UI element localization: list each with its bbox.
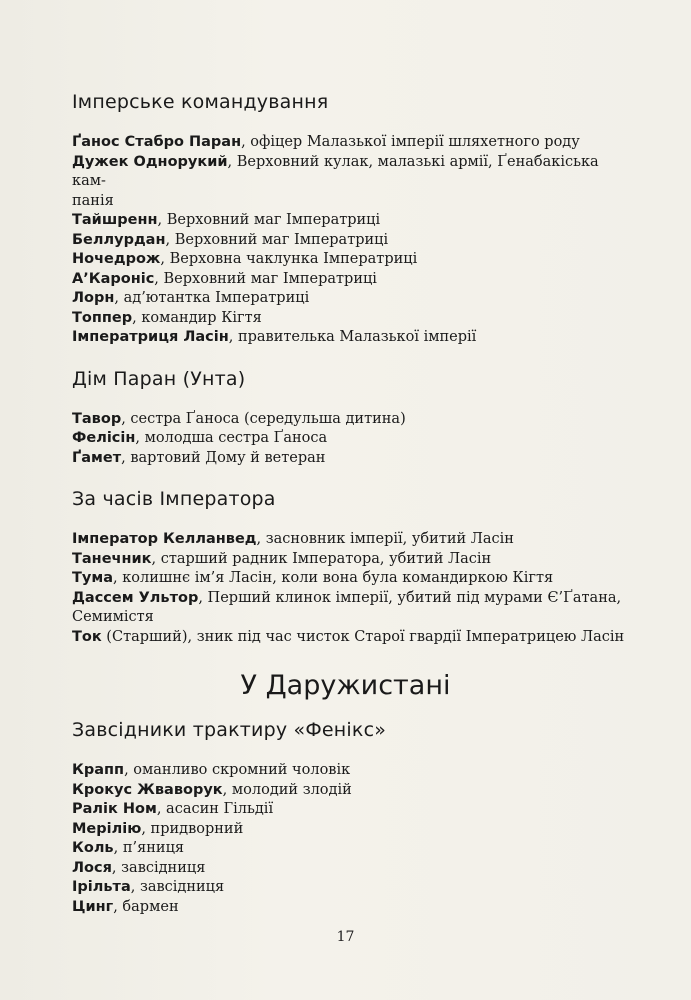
character-entry bbox=[72, 289, 632, 309]
part-title: У Даружистані bbox=[240, 670, 451, 701]
character-name: А’Кароніс bbox=[72, 270, 155, 287]
character-name: Ірільта bbox=[72, 879, 131, 895]
character-entry bbox=[72, 569, 632, 589]
character-list bbox=[72, 133, 632, 348]
character-description: , вартовий Дому й ветеран bbox=[121, 449, 326, 466]
character-description: , Верховна чаклунка Імператриці bbox=[160, 251, 418, 267]
character-description: , молодша сестра Ґаноса bbox=[135, 430, 328, 446]
character-description: (Старший), зник під час чисток Старої гвардії Імператрицею Ласін bbox=[101, 628, 625, 645]
character-entry bbox=[72, 781, 632, 801]
character-name: Коль bbox=[72, 840, 114, 856]
character-entry bbox=[72, 530, 632, 550]
character-description: , сестра Ґаноса (середульша дитина) bbox=[121, 410, 406, 427]
character-entry bbox=[72, 761, 632, 781]
character-name: Дужек Однорукий bbox=[72, 153, 228, 170]
character-description-continuation: панія bbox=[72, 192, 114, 209]
character-description: , завсідниця bbox=[130, 879, 225, 895]
section-heading-imperial-command: Імперське командування bbox=[72, 91, 329, 113]
character-name: Ночедрож bbox=[72, 251, 161, 267]
character-description: , молодий злодій bbox=[222, 781, 352, 798]
character-entry bbox=[72, 429, 632, 449]
character-entry bbox=[72, 820, 632, 840]
page-number: 17 bbox=[336, 929, 355, 945]
character-description-continuation: Семимістя bbox=[72, 609, 154, 625]
character-description: , Верховний маг Імператриці bbox=[165, 231, 389, 248]
character-description: , Верховний кулак, малазькі армії, Ґенабакіська кам- bbox=[72, 153, 599, 189]
character-entry bbox=[72, 628, 632, 648]
character-description: , завсідниця bbox=[111, 859, 206, 876]
character-list bbox=[72, 530, 632, 647]
character-description: , придворний bbox=[141, 820, 244, 837]
page-content bbox=[72, 89, 632, 917]
character-entry bbox=[72, 133, 632, 153]
character-name: Ґанос Стабро Паран bbox=[72, 134, 242, 150]
character-entry bbox=[72, 211, 632, 231]
character-entry bbox=[72, 231, 632, 251]
character-description: , старший радник Імператора, убитий Ласін bbox=[151, 550, 492, 567]
character-description: , бармен bbox=[113, 898, 179, 915]
character-name: Ралік Ном bbox=[72, 801, 157, 817]
character-description: , колишнє ім’я Ласін, коли вона була командиркою Кігтя bbox=[112, 570, 554, 586]
character-entry bbox=[72, 550, 632, 570]
character-entry bbox=[72, 309, 632, 329]
character-entry bbox=[72, 250, 632, 270]
character-name: Ґамет bbox=[72, 449, 122, 466]
character-name: Ток bbox=[72, 628, 102, 645]
character-name: Лорн bbox=[72, 290, 115, 306]
character-entry bbox=[72, 270, 632, 290]
character-name: Тума bbox=[72, 570, 113, 586]
character-list bbox=[72, 761, 632, 917]
character-name: Цинг bbox=[72, 898, 114, 915]
character-name: Імператор Келланвед bbox=[72, 531, 257, 547]
character-name: Крокус Жваворук bbox=[72, 781, 223, 798]
character-name: Танечник bbox=[72, 550, 152, 567]
character-entry bbox=[72, 410, 632, 430]
character-name: Дассем Ультор bbox=[72, 589, 199, 606]
character-name: Топпер bbox=[72, 309, 133, 326]
character-entry bbox=[72, 859, 632, 879]
character-description: , ад’ютантка Імператриці bbox=[114, 290, 310, 306]
character-entry bbox=[72, 839, 632, 859]
character-entry bbox=[72, 800, 632, 820]
section-heading-phoenix-inn: Завсідники трактиру «Фенікс» bbox=[72, 719, 387, 741]
character-list bbox=[72, 410, 632, 469]
character-name: Імператриця Ласін bbox=[72, 329, 229, 345]
character-description: , офіцер Малазької імперії шляхетного роду bbox=[241, 134, 580, 150]
character-entry bbox=[72, 878, 632, 898]
character-name: Крапп bbox=[72, 762, 125, 778]
character-name: Беллурдан bbox=[72, 231, 166, 248]
character-name: Тайшренн bbox=[72, 212, 158, 228]
character-name: Тавор bbox=[72, 410, 122, 427]
character-description: , Верховний маг Імператриці bbox=[154, 270, 377, 287]
character-description: , командир Кігтя bbox=[132, 309, 262, 326]
character-description: , засновник імперії, убитий Ласін bbox=[256, 531, 514, 547]
character-description: , правителька Малазької імперії bbox=[228, 329, 477, 345]
character-name: Фелісін bbox=[72, 430, 136, 446]
character-description: , асасин Гільдії bbox=[156, 801, 274, 817]
section-heading-house-paran: Дім Паран (Унта) bbox=[72, 367, 246, 390]
character-entry bbox=[72, 898, 632, 918]
character-description: , п’яниця bbox=[113, 840, 185, 856]
character-description: , оманливо скромний чоловік bbox=[124, 762, 351, 778]
character-entry bbox=[72, 153, 632, 212]
character-entry bbox=[72, 589, 632, 628]
character-entry bbox=[72, 328, 632, 348]
section-heading-emperor-era: За часів Імператора bbox=[72, 488, 276, 510]
character-entry bbox=[72, 449, 632, 469]
character-name: Лося bbox=[72, 859, 112, 876]
character-name: Мерілію bbox=[72, 820, 142, 837]
character-description: , Верховний маг Імператриці bbox=[157, 212, 381, 228]
character-description: , Перший клинок імперії, убитий під мурами Є’Ґатана, bbox=[198, 589, 622, 606]
